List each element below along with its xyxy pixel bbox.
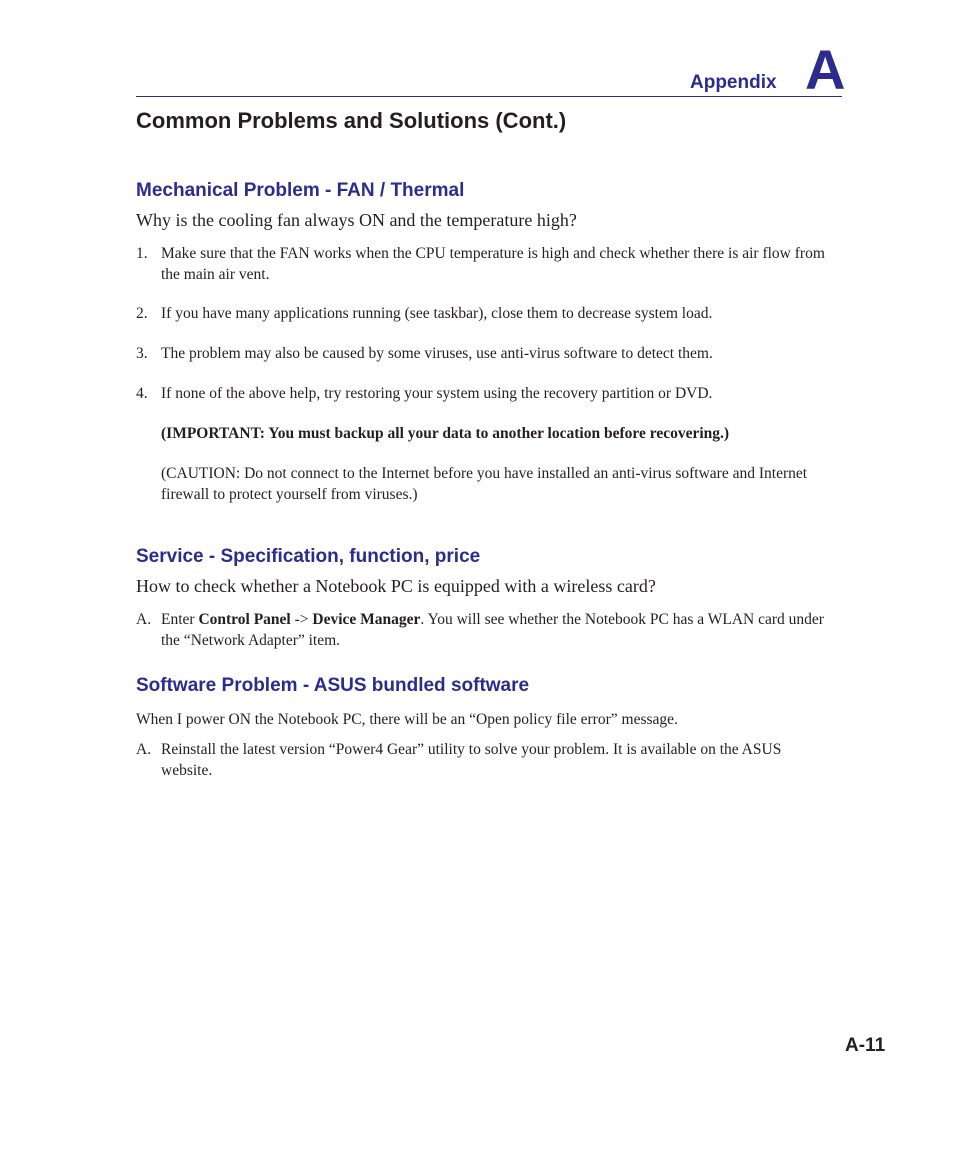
fan-section-heading: Mechanical Problem - FAN / Thermal: [136, 180, 465, 201]
list-item-text: Make sure that the FAN works when the CPU temperature is high and check whether there is air flow from the main air vent.: [161, 245, 825, 283]
service-question: How to check whether a Notebook PC is equipped with a wireless card?: [136, 576, 656, 596]
answer-text-post: . You will see whether the Notebook PC has a WLAN card under the “Network Adapter” item.: [161, 611, 824, 649]
answer-label: A.: [136, 741, 152, 758]
software-answer: [136, 739, 836, 781]
control-panel-term: Control Panel: [198, 611, 291, 628]
page-number: A-11: [845, 1035, 886, 1056]
service-answer: [136, 609, 836, 651]
list-item-number: 3.: [136, 345, 148, 362]
software-statement: When I power ON the Notebook PC, there will be an “Open policy file error” message.: [136, 711, 678, 728]
list-item: [136, 383, 836, 404]
list-item-text: The problem may also be caused by some viruses, use anti-virus software to detect them.: [161, 345, 713, 362]
header-rule: [136, 96, 842, 97]
list-item-text: If none of the above help, try restoring your system using the recovery partition or DVD.: [161, 385, 713, 402]
list-item: [136, 343, 836, 364]
answer-text-pre: Enter: [161, 611, 199, 628]
list-item-text: If you have many applications running (see taskbar), close them to decrease system load.: [161, 305, 713, 322]
answer-text-mid: ->: [290, 611, 313, 628]
answer-text: Reinstall the latest version “Power4 Gear” utility to solve your problem. It is available on the ASUS website.: [161, 741, 782, 779]
fan-question: Why is the cooling fan always ON and the temperature high?: [136, 210, 577, 230]
device-manager-term: Device Manager: [312, 611, 421, 628]
important-note: (IMPORTANT: You must backup all your data to another location before recovering.): [161, 425, 730, 442]
caution-note: (CAUTION: Do not connect to the Internet before you have installed an anti-virus software and Internet firewall to protect yourself from viruses.): [161, 465, 808, 503]
answer-label: A.: [136, 611, 152, 628]
appendix-label: Appendix: [690, 72, 777, 93]
software-section-heading: Software Problem - ASUS bundled software: [136, 675, 530, 696]
answer-text: [161, 609, 836, 651]
list-item: [136, 303, 836, 324]
list-item-number: 1.: [136, 245, 148, 262]
list-item: [136, 243, 836, 285]
list-item-number: 4.: [136, 385, 148, 402]
list-item-number: 2.: [136, 305, 148, 322]
service-section-heading: Service - Specification, function, price: [136, 546, 481, 567]
appendix-letter: A: [805, 38, 846, 101]
page-title: Common Problems and Solutions (Cont.): [136, 108, 567, 133]
